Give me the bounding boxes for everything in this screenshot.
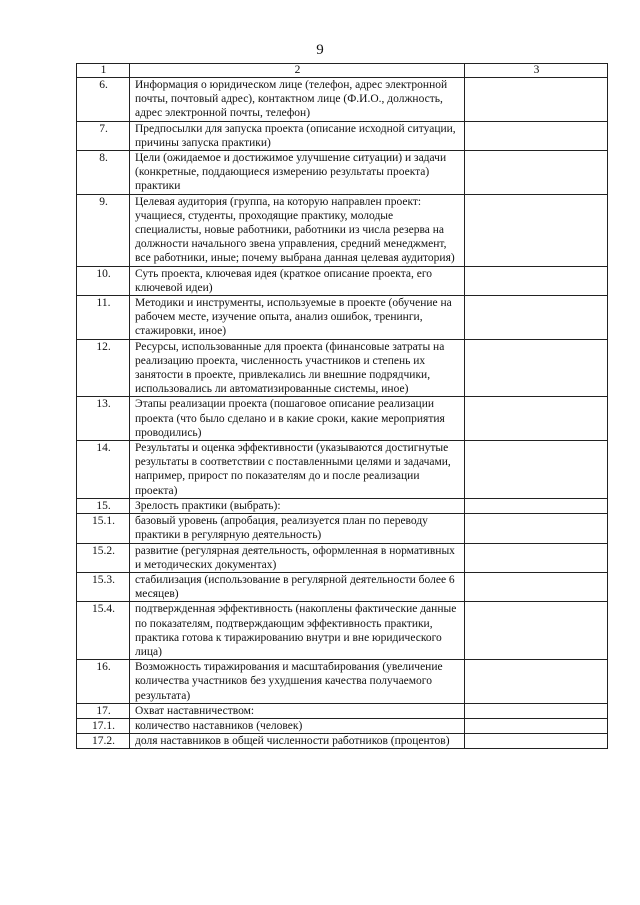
- row-value-cell[interactable]: [465, 194, 608, 266]
- row-value-cell[interactable]: [465, 78, 608, 122]
- row-value-cell[interactable]: [465, 151, 608, 195]
- table-body: [77, 64, 608, 749]
- row-value-cell[interactable]: [465, 660, 608, 704]
- row-description: Целевая аудитория (группа, на которую направлен проект: учащиеся, студенты, проходящие практику, молодые специалисты, новые работники, работники из числа резерва на должности начального звена управления, средний менеджмент, все работники, иные; почему выбрана данная целевая аудитория): [130, 194, 465, 266]
- row-value-cell[interactable]: [465, 572, 608, 601]
- table-row: [77, 296, 608, 340]
- row-description: Этапы реализации проекта (пошаговое описание реализации проекта (что было сделано и в какие сроки, какие мероприятия проводились): [130, 397, 465, 441]
- row-description: развитие (регулярная деятельность, оформленная в нормативных и методических документах): [130, 543, 465, 572]
- table-row: [77, 266, 608, 295]
- row-description: Методики и инструменты, используемые в проекте (обучение на рабочем месте, изучение опыта, анализ ошибок, тренинги, стажировки, иное): [130, 296, 465, 340]
- row-description: доля наставников в общей численности работников (процентов): [130, 734, 465, 749]
- header-col-3: 3: [465, 64, 608, 78]
- row-number: 9.: [77, 194, 130, 266]
- row-number: 6.: [77, 78, 130, 122]
- table-row: [77, 718, 608, 733]
- row-description: Результаты и оценка эффективности (указываются достигнутые результаты в соответствии с поставленными целями и задачами, например, прирост по показателям до и после реализации проекта): [130, 441, 465, 499]
- row-value-cell[interactable]: [465, 296, 608, 340]
- row-value-cell[interactable]: [465, 543, 608, 572]
- row-number: 17.1.: [77, 718, 130, 733]
- row-description: Ресурсы, использованные для проекта (финансовые затраты на реализацию проекта, численность участников и степень их занятости в проекте, привлекались ли внешние подрядчики, использовались ли автоматизированные системы, иное): [130, 339, 465, 397]
- row-value-cell[interactable]: [465, 602, 608, 660]
- row-number: 15.4.: [77, 602, 130, 660]
- table-row: [77, 602, 608, 660]
- page-number: 9: [316, 42, 324, 58]
- row-description: Предпосылки для запуска проекта (описание исходной ситуации, причины запуска практики): [130, 121, 465, 150]
- row-description: Суть проекта, ключевая идея (краткое описание проекта, его ключевой идеи): [130, 266, 465, 295]
- row-description: Возможность тиражирования и масштабирования (увеличение количества участников без ухудшения качества получаемого результата): [130, 660, 465, 704]
- row-number: 17.2.: [77, 734, 130, 749]
- table-row: [77, 703, 608, 718]
- table-row: [77, 339, 608, 397]
- row-value-cell[interactable]: [465, 498, 608, 513]
- row-value-cell[interactable]: [465, 266, 608, 295]
- row-value-cell[interactable]: [465, 514, 608, 543]
- table-row: [77, 514, 608, 543]
- table-row: [77, 441, 608, 499]
- row-number: 15.2.: [77, 543, 130, 572]
- header-col-1: 1: [77, 64, 130, 78]
- row-number: 11.: [77, 296, 130, 340]
- row-number: 12.: [77, 339, 130, 397]
- row-value-cell[interactable]: [465, 734, 608, 749]
- row-number: 7.: [77, 121, 130, 150]
- row-description: Охват наставничеством:: [130, 703, 465, 718]
- table-row: [77, 121, 608, 150]
- row-description: Информация о юридическом лице (телефон, адрес электронной почты, почтовый адрес), контактном лице (Ф.И.О., должность, адрес электронной почты, телефон): [130, 78, 465, 122]
- table-row: [77, 734, 608, 749]
- row-number: 17.: [77, 703, 130, 718]
- table-row: [77, 572, 608, 601]
- table-row: [77, 78, 608, 122]
- table-row: [77, 498, 608, 513]
- row-number: 16.: [77, 660, 130, 704]
- row-value-cell[interactable]: [465, 121, 608, 150]
- header-row: [77, 64, 608, 78]
- table-row: [77, 543, 608, 572]
- table-row: [77, 397, 608, 441]
- header-col-2: 2: [130, 64, 465, 78]
- row-description: подтвержденная эффективность (накоплены фактические данные по показателям, подтверждающим эффективность практики, практика готова к тиражированию внутри и вне юридического лица): [130, 602, 465, 660]
- row-value-cell[interactable]: [465, 397, 608, 441]
- row-number: 8.: [77, 151, 130, 195]
- row-number: 13.: [77, 397, 130, 441]
- table-row: [77, 194, 608, 266]
- row-number: 10.: [77, 266, 130, 295]
- row-number: 14.: [77, 441, 130, 499]
- row-description: Зрелость практики (выбрать):: [130, 498, 465, 513]
- row-value-cell[interactable]: [465, 339, 608, 397]
- row-value-cell[interactable]: [465, 718, 608, 733]
- row-number: 15.1.: [77, 514, 130, 543]
- row-value-cell[interactable]: [465, 703, 608, 718]
- row-description: стабилизация (использование в регулярной деятельности более 6 месяцев): [130, 572, 465, 601]
- row-description: Цели (ожидаемое и достижимое улучшение ситуации) и задачи (конкретные, поддающиеся измерению результаты проекта) практики: [130, 151, 465, 195]
- row-description: базовый уровень (апробация, реализуется план по переводу практики в регулярную деятельность): [130, 514, 465, 543]
- table-row: [77, 151, 608, 195]
- application-form-table: [76, 63, 608, 749]
- row-number: 15.3.: [77, 572, 130, 601]
- row-number: 15.: [77, 498, 130, 513]
- table-row: [77, 660, 608, 704]
- row-value-cell[interactable]: [465, 441, 608, 499]
- row-description: количество наставников (человек): [130, 718, 465, 733]
